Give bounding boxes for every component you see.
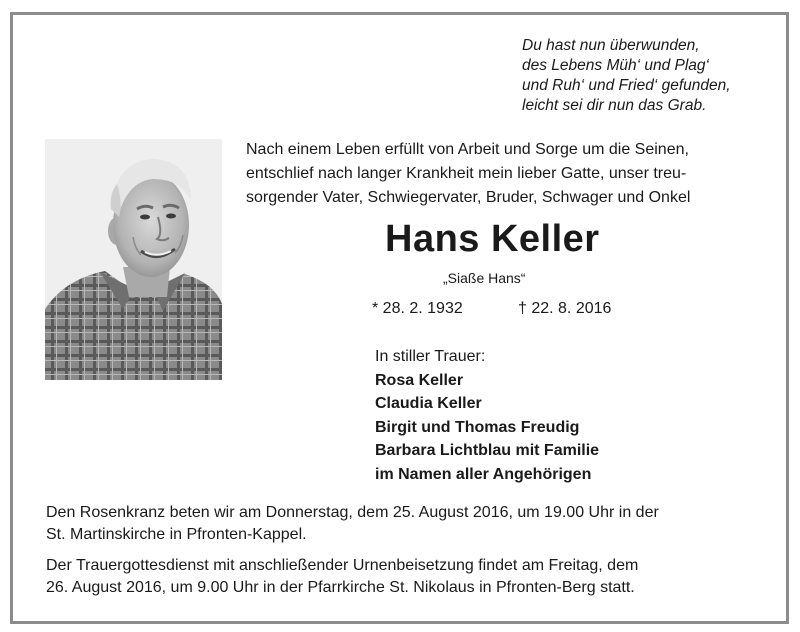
poem-line: Du hast nun überwunden, bbox=[522, 37, 700, 54]
portrait-illustration bbox=[45, 139, 222, 380]
mourner-name: Rosa Keller bbox=[375, 371, 464, 389]
mourner-name: Barbara Lichtblau mit Familie bbox=[375, 442, 600, 459]
service-notice bbox=[46, 555, 776, 599]
poem-line: leicht sei dir nun das Grab. bbox=[522, 97, 707, 114]
deceased-name: Hans Keller bbox=[385, 218, 600, 260]
poem-line: des Lebens Müh‘ und Plag‘ bbox=[522, 57, 709, 74]
mourner-name: Birgit und Thomas Freudig bbox=[375, 418, 580, 436]
rosary-line: St. Martinskirche in Pfronten-Kappel. bbox=[46, 526, 307, 543]
mourners-block bbox=[375, 345, 599, 486]
deceased-nickname: „Siaße Hans“ bbox=[443, 270, 526, 286]
portrait-photo bbox=[45, 139, 222, 380]
poem-line: und Ruh‘ und Fried‘ gefunden, bbox=[522, 77, 731, 94]
mourner-name: Claudia Keller bbox=[375, 395, 482, 412]
intro-text bbox=[246, 138, 766, 210]
mourner-name: im Namen aller Angehörigen bbox=[375, 465, 592, 483]
mourners-lead: In stiller Trauer: bbox=[375, 348, 486, 365]
intro-line: entschlief nach langer Krankheit mein lieber Gatte, unser treu- bbox=[246, 165, 687, 182]
poem bbox=[522, 36, 772, 116]
rosary-line: Den Rosenkranz beten wir am Donnerstag, dem 25. August 2016, um 19.00 Uhr in der bbox=[46, 504, 659, 521]
service-line: Der Trauergottesdienst mit anschließender Urnenbeisetzung findet am Freitag, dem bbox=[46, 557, 639, 574]
rosary-notice bbox=[46, 502, 776, 546]
intro-line: Nach einem Leben erfüllt von Arbeit und Sorge um die Seinen, bbox=[246, 141, 689, 158]
intro-line: sorgender Vater, Schwiegervater, Bruder, Schwager und Onkel bbox=[246, 189, 691, 206]
death-date: † 22. 8. 2016 bbox=[518, 300, 612, 317]
service-line: 26. August 2016, um 9.00 Uhr in der Pfarrkirche St. Nikolaus in Pfronten-Berg statt. bbox=[46, 579, 635, 596]
birth-date: * 28. 2. 1932 bbox=[372, 300, 463, 317]
